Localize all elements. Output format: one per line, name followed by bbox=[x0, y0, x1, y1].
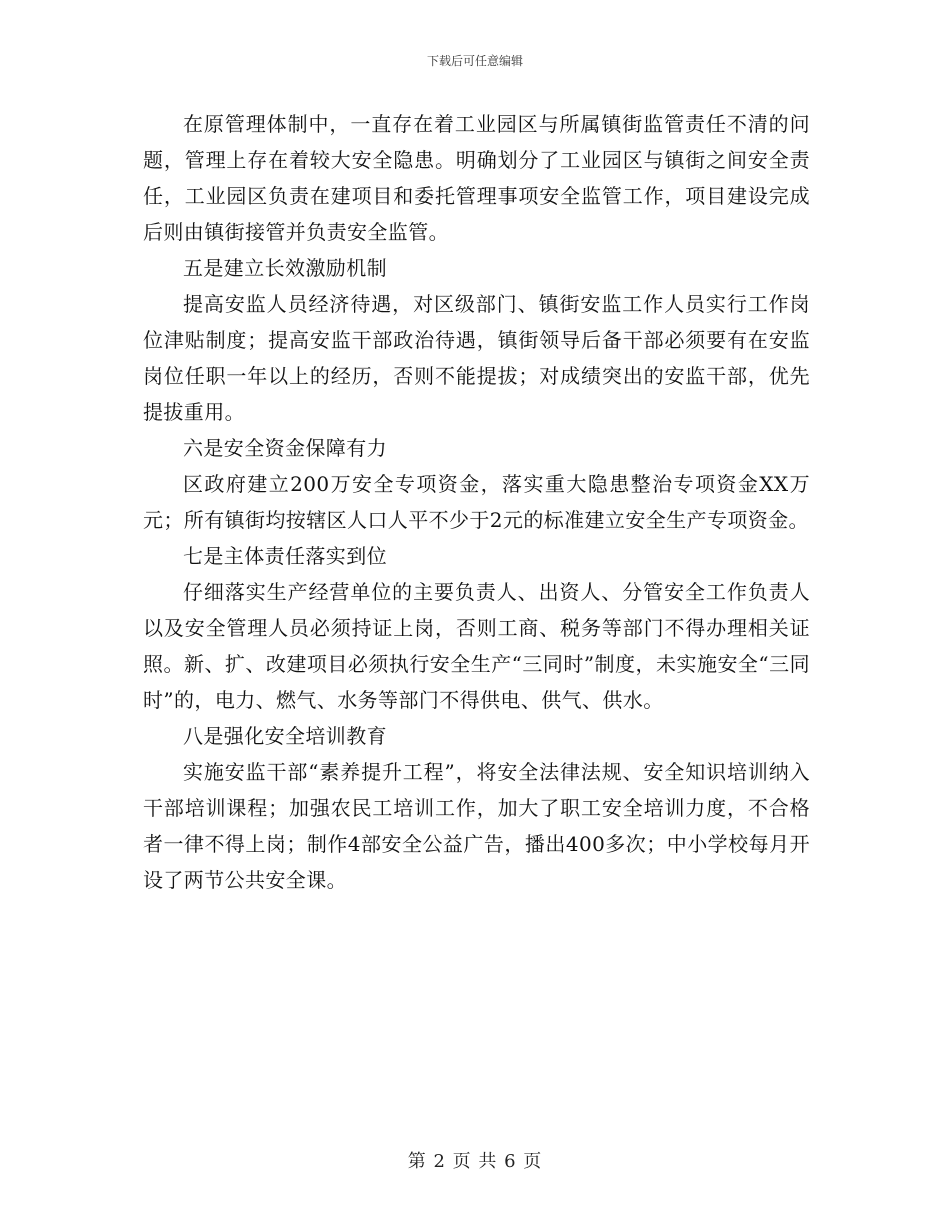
heading-safety-training: 八是强化安全培训教育 bbox=[183, 724, 387, 748]
paragraph-funding-guarantee: 区政府建立200万安全专项资金，落实重大隐患整治专项资金XX万元；所有镇街均按辖区人口人平不少于2元的标准建立安全生产专项资金。 bbox=[143, 472, 810, 532]
document-body bbox=[143, 106, 810, 898]
heading-incentive-mechanism: 五是建立长效激励机制 bbox=[183, 256, 387, 280]
paragraph-safety-training: 实施安监干部“素养提升工程”，将安全法律法规、安全知识培训纳入干部培训课程；加强农民工培训工作，加大了职工安全培训力度，不合格者一律不得上岗；制作4部安全公益广告，播出400多次；中小学校每月开设了两节公共安全课。 bbox=[143, 760, 810, 892]
paragraph-main-responsibility: 仔细落实生产经营单位的主要负责人、出资人、分管安全工作负责人以及安全管理人员必须持证上岗，否则工商、税务等部门不得办理相关证照。新、扩、改建项目必须执行安全生产“三同时”制度，未实施安全“三同时”的，电力、燃气、水务等部门不得供电、供气、供水。 bbox=[143, 580, 810, 712]
paragraph-incentive-mechanism: 提高安监人员经济待遇，对区级部门、镇街安监工作人员实行工作岗位津贴制度；提高安监干部政治待遇，镇街领导后备干部必须要有在安监岗位任职一年以上的经历，否则不能提拔；对成绩突出的安监干部，优先提拔重用。 bbox=[143, 292, 810, 424]
page-number: 第 2 页 共 6 页 bbox=[407, 1151, 543, 1172]
heading-funding-guarantee: 六是安全资金保障有力 bbox=[183, 436, 387, 460]
heading-main-responsibility: 七是主体责任落实到位 bbox=[183, 544, 387, 568]
page-header: 下载后可任意编辑 bbox=[426, 54, 523, 68]
paragraph-management-system: 在原管理体制中，一直存在着工业园区与所属镇街监管责任不清的问题，管理上存在着较大安全隐患。明确划分了工业园区与镇街之间安全责任，工业园区负责在建项目和委托管理事项安全监管工作，项目建设完成后则由镇街接管并负责安全监管。 bbox=[143, 112, 810, 244]
